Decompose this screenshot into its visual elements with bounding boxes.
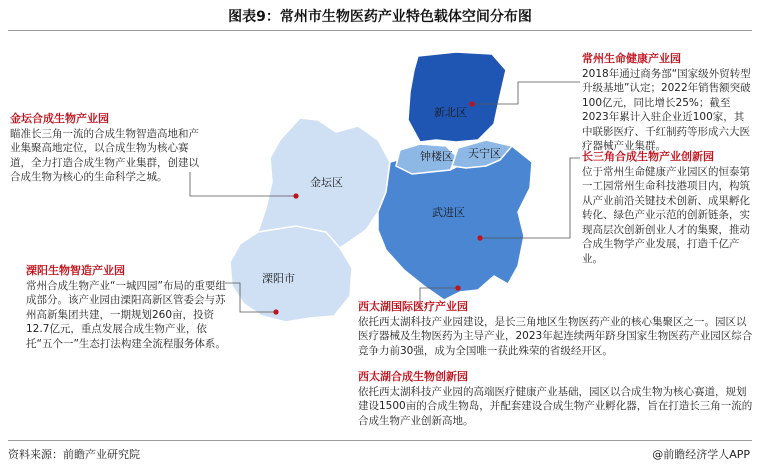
label-wujin: 武进区 (432, 206, 465, 219)
park-jintan-desc: 瞄准长三角一流的合成生物智造高地和产业集聚高地定位，以合成生物为核心赛道，全力打造合成生物产业集群，创建以合成生物为核心的生命科学之城。 (10, 127, 199, 183)
region-xinbei (408, 52, 506, 142)
marker-xitaihu (455, 285, 460, 290)
label-xinbei: 新北区 (434, 106, 467, 119)
marker-innovation (477, 235, 482, 240)
page-title: 图表9：常州市生物医药产业特色载体空间分布图 (228, 9, 532, 25)
park-innovation (582, 150, 754, 266)
label-jintan: 金坛区 (310, 176, 343, 189)
park-xitaihu-bio-desc: 依托西太湖科技产业园的高端医疗健康产业基础，园区以合成生物为核心赛道，规划建设1500亩的合成生物岛，并配套建设合成生物产业孵化器，旨在打造长三角一流的合成生物产业创新高地。 (358, 385, 753, 427)
park-liyang-name: 溧阳生物智造产业园 (26, 264, 125, 277)
park-jintan (10, 112, 206, 185)
park-xitaihu-med-name: 西太湖国际医疗产业园 (358, 300, 468, 313)
park-innovation-desc: 位于常州生命健康产业园区的恒泰第一工园常州生命科技港项目内，构筑从产业前沿关键技术创新、成果孵化转化、绿色产业示范的创新链条，实现高层次创新创业人才的集聚，推动合成生物学产业发展，打造千亿产业。 (582, 165, 750, 265)
marker-health (469, 101, 474, 106)
marker-liyang (273, 309, 278, 314)
marker-jintan (293, 193, 298, 198)
park-health-name: 常州生命健康产业园 (582, 52, 681, 65)
park-liyang (26, 264, 226, 351)
park-xitaihu-med (358, 300, 754, 358)
park-innovation-name: 长三角合成生物产业创新园 (582, 150, 714, 163)
park-health (582, 52, 754, 154)
brand-note: @前瞻经济学人APP (652, 448, 750, 461)
label-tianning: 天宁区 (468, 147, 501, 160)
park-xitaihu-bio-name: 西太湖合成生物创新园 (358, 370, 468, 383)
park-xitaihu-bio (358, 370, 754, 428)
park-xitaihu-med-desc: 依托西太湖科技产业园建设，是长三角地区生物医药产业的核心集聚区之一。园区以医疗器械及生物医药为主导产业，2023年起连续两年跻身国家生物医药产业园区综合竞争力前30强，成为全国唯一获此殊荣的省级经开区。 (358, 315, 753, 357)
park-liyang-desc: 常州合成生物产业“一城四园”布局的重要组成部分。该产业园由溧阳高新区管委会与苏州高新集团共建，一期规划260亩，投资12.7亿元，重点发展合成生物产业，依托“五个一”生态打法构建全流程服务体系。 (26, 279, 226, 350)
source-note: 资料来源：前瞻产业研究院 (8, 448, 140, 461)
park-health-desc: 2018年通过商务部“国家级外贸转型升级基地”认定；2022年销售额突破100亿元，同比增长25%；截至2023年累计入驻企业近100家，其中联影医疗、千红制药等形成六大医疗器械产业集群。 (582, 67, 751, 152)
park-jintan-name: 金坛合成生物产业园 (10, 112, 109, 125)
label-zhonglou: 钟楼区 (420, 150, 453, 163)
footer-divider (8, 440, 752, 441)
label-liyang: 溧阳市 (262, 272, 295, 285)
